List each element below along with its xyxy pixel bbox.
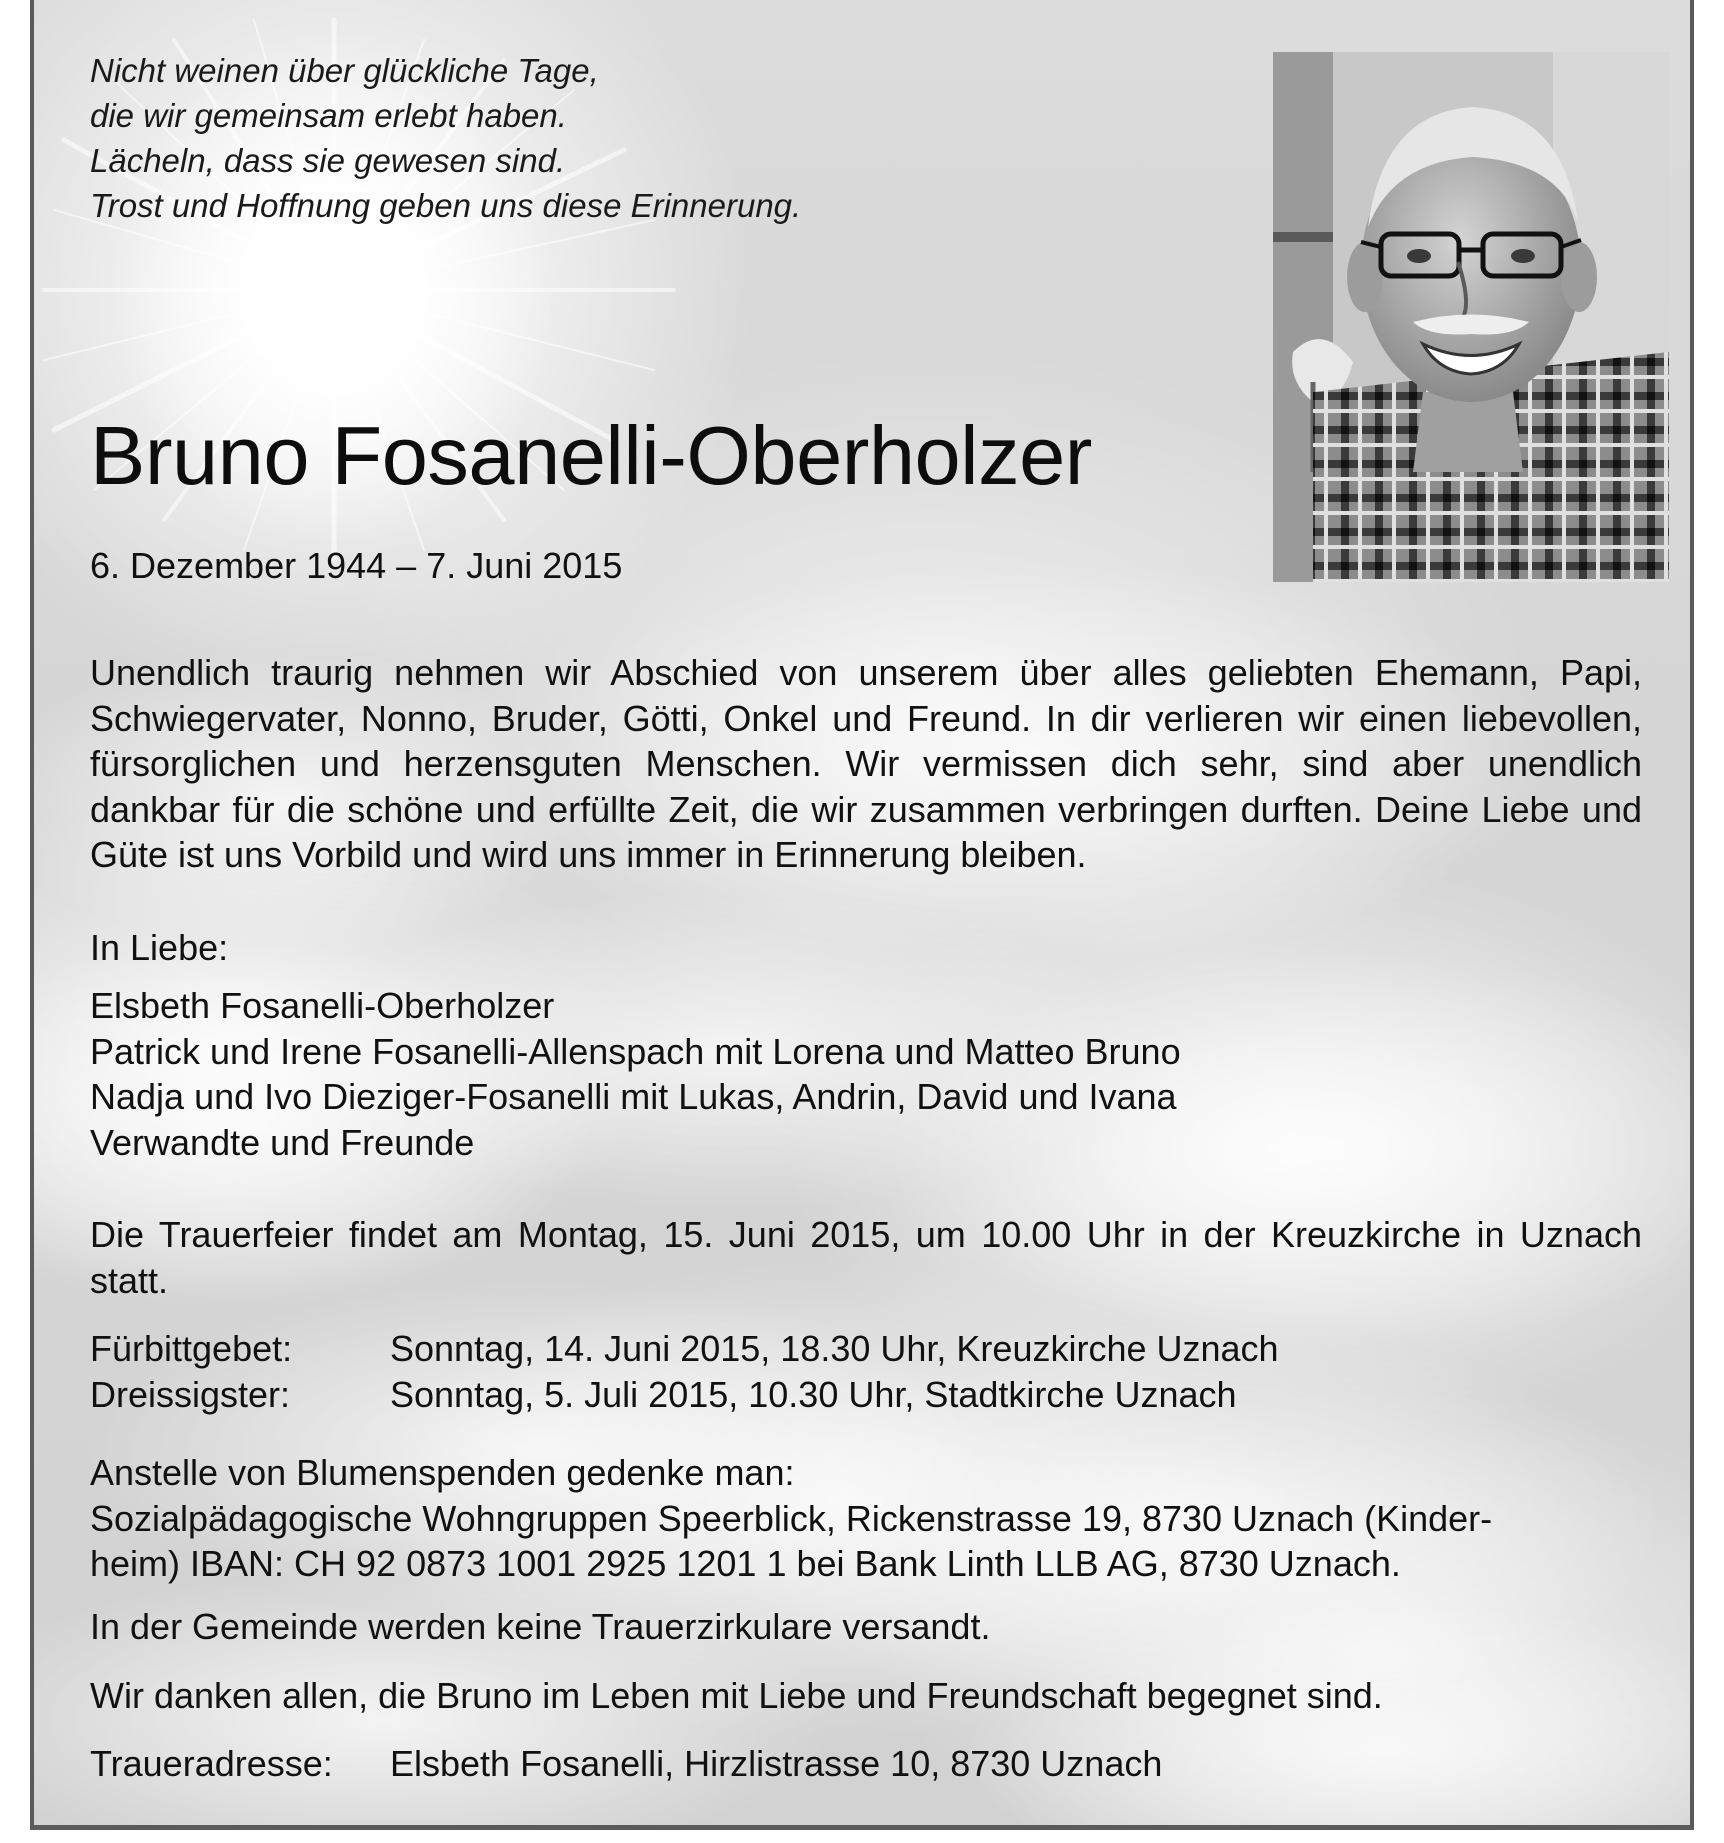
- family-member: Patrick und Irene Fosanelli-Allenspach mit Lorena und Matteo Bruno: [90, 1030, 1181, 1072]
- donation-line: Sozialpädagogische Wohngruppen Speerblick, Rickenstrasse 19, 8730 Uznach (Kinder-: [90, 1497, 1493, 1539]
- in-liebe-heading: In Liebe:: [90, 927, 229, 968]
- donation-heading: Anstelle von Blumenspenden gedenke man:: [90, 1452, 795, 1493]
- memorial-poem: [90, 48, 801, 228]
- family-list: [90, 983, 1642, 1165]
- schedule-label: Dreissigster:: [90, 1374, 291, 1415]
- life-dates: 6. Dezember 1944 – 7. Juni 2015: [90, 545, 623, 586]
- poem-line: Lächeln, dass sie gewesen sind.: [90, 142, 566, 179]
- thanks-note: Wir danken allen, die Bruno im Leben mit Liebe und Freundschaft begegnet sind.: [90, 1675, 1383, 1716]
- portrait-photo: [1273, 52, 1669, 582]
- address-value: Elsbeth Fosanelli, Hirzlistrasse 10, 8730 Uznach: [390, 1743, 1163, 1784]
- family-member: Verwandte und Freunde: [90, 1121, 475, 1163]
- poem-line: Trost und Hoffnung geben uns diese Erinnerung.: [90, 187, 802, 224]
- donation-info: [90, 1450, 1642, 1587]
- family-member: Nadja und Ivo Dieziger-Fosanelli mit Lukas, Andrin, David und Ivana: [90, 1076, 1177, 1117]
- poem-line: Nicht weinen über glückliche Tage,: [90, 52, 599, 89]
- donation-line: heim) IBAN: CH 92 0873 1001 2925 1201 1 bei Bank Linth LLB AG, 8730 Uznach.: [90, 1543, 1401, 1584]
- deceased-name: Bruno Fosanelli-Oberholzer: [90, 409, 1092, 502]
- schedule-value: Sonntag, 14. Juni 2015, 18.30 Uhr, Kreuzkirche Uznach: [390, 1328, 1279, 1369]
- funeral-service-text: Die Trauerfeier findet am Montag, 15. Juni 2015, um 10.00 Uhr in der Kreuzkirche in Uznach statt.: [90, 1214, 1642, 1301]
- poem-line: die wir gemeinsam erlebt haben.: [90, 97, 567, 134]
- farewell-text: Unendlich traurig nehmen wir Abschied von unserem über alles geliebten Ehemann, Papi, Schwiegervater, Nonno, Bruder, Götti, Onkel und Freund. In dir verlieren wir einen liebevollen, fürsorglichen und herzensguten Menschen. Wir vermissen dich sehr, sind aber unendlich dankbar für die schöne und erfüllte Zeit, die wir zusammen verbringen durften. Deine Liebe und Güte ist uns Vorbild und wird uns immer in Erinnerung bleiben.: [90, 652, 1642, 875]
- circulars-note: In der Gemeinde werden keine Trauerzirkulare versandt.: [90, 1606, 991, 1647]
- address-label: Traueradresse:: [90, 1743, 333, 1784]
- schedule-label: Fürbittgebet:: [90, 1328, 293, 1369]
- obituary-notice: [30, 0, 1694, 1830]
- family-member: Elsbeth Fosanelli-Oberholzer: [90, 985, 555, 1026]
- schedule-value: Sonntag, 5. Juli 2015, 10.30 Uhr, Stadtkirche Uznach: [390, 1374, 1237, 1415]
